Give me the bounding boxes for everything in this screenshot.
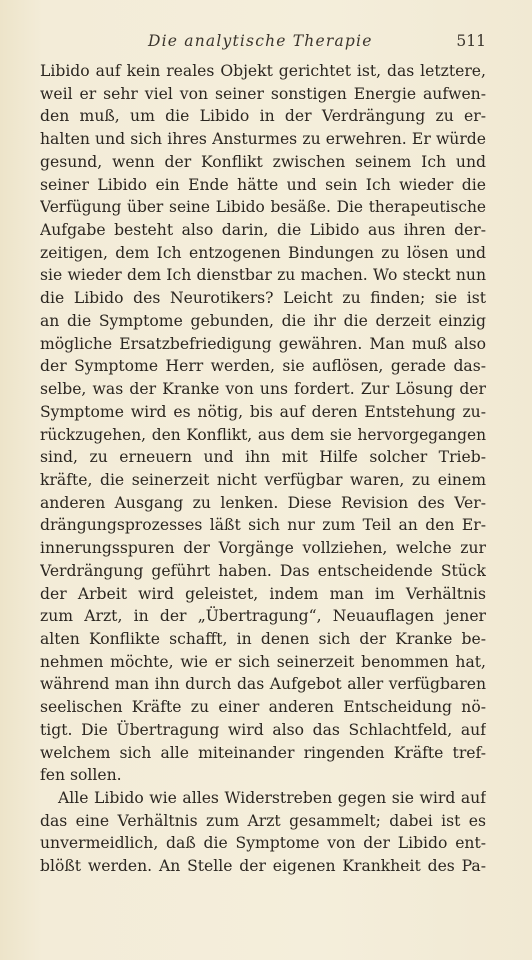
text-line: der Symptome Herr werden, sie auflösen, gerade das- (40, 357, 486, 376)
text-line: gesund, wenn der Konflikt zwischen seinem Ich und (40, 152, 486, 171)
text-line: Aufgabe besteht also darin, die Libido aus ihren der- (40, 221, 486, 240)
text-line: weil er sehr viel von seiner sonstigen Energie aufwen- (40, 84, 486, 103)
text-line: innerungsspuren der Vorgänge vollziehen, welche zur (40, 539, 486, 558)
text-line: der Arbeit wird geleistet, indem man im Verhältnis (40, 584, 486, 603)
text-line: drängungsprozesses läßt sich nur zum Teil an den Er- (40, 516, 486, 535)
text-line: mögliche Ersatzbefriedigung gewähren. Man muß also (40, 334, 486, 353)
text-line: alten Konflikte schafft, in denen sich der Kranke be- (40, 629, 486, 648)
text-line: rückzugehen, den Konflikt, aus dem sie hervorgegangen (40, 425, 486, 444)
text-line: sind, zu erneuern und ihn mit Hilfe solcher Trieb- (40, 448, 486, 467)
text-line: seiner Libido ein Ende hätte und sein Ich wieder die (40, 175, 486, 194)
text-line: Verfügung über seine Libido besäße. Die therapeutische (40, 198, 486, 217)
text-line: welchem sich alle miteinander ringenden Kräfte tref- (40, 743, 486, 762)
page-number: 511 (456, 32, 486, 50)
paragraph-start-line: Alle Libido wie alles Widerstreben gegen sie wird auf (58, 789, 486, 807)
text-line: anderen Ausgang zu lenken. Diese Revision des Ver- (40, 493, 486, 512)
text-line: zum Arzt, in der „Übertragung“, Neuauflagen jener (40, 607, 486, 626)
text-line: sie wieder dem Ich dienstbar zu machen. Wo steckt nun (40, 266, 486, 285)
text-line: den muß, um die Libido in der Verdrängung zu er- (40, 107, 486, 126)
text-line: Libido auf kein reales Objekt gerichtet ist, das letztere, (40, 62, 486, 80)
text-line: seelischen Kräfte zu einer anderen Entscheidung nö- (40, 698, 486, 717)
text-line: tigt. Die Übertragung wird also das Schlachtfeld, auf (40, 720, 486, 739)
paragraph-end-line: fen sollen. (40, 766, 122, 785)
text-line: blößt werden. An Stelle der eigenen Krankheit des Pa- (40, 857, 486, 876)
text-line: unvermeidlich, daß die Symptome von der Libido ent- (40, 834, 486, 853)
text-line: halten und sich ihres Ansturmes zu erwehren. Er würde (40, 130, 486, 149)
text-line: das eine Verhältnis zum Arzt gesammelt; dabei ist es (40, 811, 486, 830)
text-line: Symptome wird es nötig, bis auf deren Entstehung zu- (40, 402, 486, 421)
body-text (40, 60, 486, 878)
text-line: während man ihn durch das Aufgebot aller verfügbaren (40, 675, 486, 694)
text-line: kräfte, die seinerzeit nicht verfügbar waren, zu einem (40, 470, 486, 489)
text-line: selbe, was der Kranke von uns fordert. Zur Lösung der (40, 380, 486, 399)
text-line: die Libido des Neurotikers? Leicht zu finden; sie ist (40, 289, 486, 308)
text-line: nehmen möchte, wie er sich seinerzeit benommen hat, (40, 652, 486, 671)
text-line: Verdrängung geführt haben. Das entscheidende Stück (40, 561, 486, 580)
text-line: zeitigen, dem Ich entzogenen Bindungen zu lösen und (40, 243, 486, 262)
running-title: Die analytische Therapie (148, 32, 373, 50)
page-header (40, 32, 486, 56)
text-line: an die Symptome gebunden, die ihr die derzeit einzig (40, 311, 486, 330)
